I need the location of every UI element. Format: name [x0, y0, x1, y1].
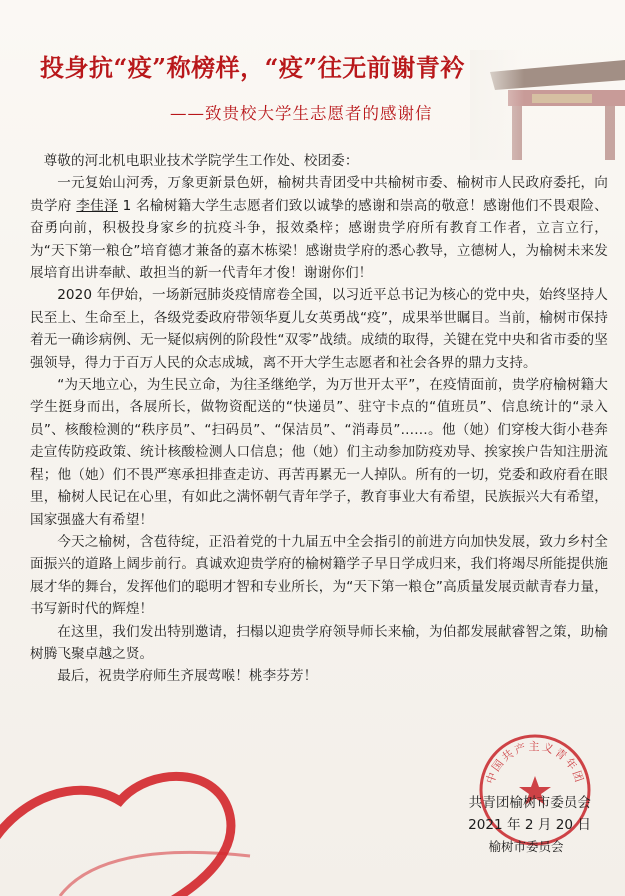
salutation: 尊敬的河北机电职业技术学院学生工作处、校团委： — [43, 153, 359, 169]
letter-body — [30, 150, 608, 688]
heart-decoration — [0, 706, 300, 896]
letter-title: 投身抗“疫”称榜样，“疫”往无前谢青衿 — [40, 53, 465, 82]
volunteer-name: 李佳泽 — [76, 197, 118, 214]
paragraph-1-text-b: 1 名榆树籍大学生志愿者们致以诚挚的感谢和崇高的敬意！感谢他们不畏艰险、奋勇向前，积极投身家乡的抗疫斗争，报效桑梓；感谢贵学府所有教育工作者，立言立行，为“天下第一粮仓”培育德才兼备的嘉木栋梁！感谢贵学府的悉心教导，立德树人，为榆树未来发展培育出讲奉献、敢担当的新一代青年才俊！谢谢你们！ — [30, 197, 608, 282]
signature-block — [431, 792, 591, 858]
letter-subtitle: ——致贵校大学生志愿者的感谢信 — [170, 104, 433, 123]
signature-org-1: 共青团榆树市委员会 — [468, 795, 591, 811]
paragraph-1-text-a: 一元复始山河秀，万象更新景色妍，榆树共青团受中共榆树市委、榆树市人民政府委托，向贵学府 — [30, 175, 608, 214]
seal-text: 中国共产主义青年团 — [483, 740, 587, 786]
paragraph-5: 在这里，我们发出特别邀请，扫榻以迎贵学府领导师长来榆，为伯都发展献睿智之策，助榆树腾飞聚卓越之贤。 — [30, 623, 608, 662]
signature-date: 2021 年 2 月 20 日 — [468, 817, 591, 833]
paragraph-2: 2020 年伊始，一场新冠肺炎疫情席卷全国，以习近平总书记为核心的党中央，始终坚持人民至上、生命至上，各级党委政府带领华夏儿女英勇战“疫”，成果举世瞩目。当前，榆树市保持着无一确诊病例、无一疑似病例的阶段性“双零”战绩。成绩的取得，关键在党中央和省市委的坚强领导，得力于百万人民的众志成城，离不开大学生志愿者和社会各界的鼎力支持。 — [30, 287, 608, 371]
paragraph-4: 今天之榆树，含苞待绽，正沿着党的十九届五中全会指引的前进方向加快发展，致力乡村全面振兴的道路上阔步前行。真诚欢迎贵学府的榆树籍学子早日学成归来，我们将竭尽所能提供施展才华的舞台，发挥他们的聪明才智和专业所长，为“天下第一粮仓”高质量发展贡献青春力量，书写新时代的辉煌！ — [30, 533, 608, 618]
signature-org-2: 榆树市委员会 — [488, 839, 564, 854]
paragraph-6: 最后，祝贵学府师生齐展莺喉！桃李芬芳！ — [57, 668, 318, 685]
paragraph-1 — [30, 172, 608, 284]
paragraph-3: “为天地立心，为生民立命，为往圣继绝学，为万世开太平”，在疫情面前，贵学府榆树籍大学生挺身而出，各展所长，做物资配送的“快递员”、驻守卡点的“值班员”、信息统计的“录入员”、核酸检测的“秩序员”、“扫码员”、“保洁员”、“消毒员”……。他（她）们穿梭大街小巷奔走宣传防疫政策、统计核酸检测人口信息；他（她）们主动参加防疫劝导、挨家挨户告知注册流程；他（她）们不畏严寒承担排查走访、再苦再累无一人掉队。所有的一切，党委和政府看在眼里，榆树人民记在心里，有如此之满怀朝气青年学子，教育事业大有希望，民族振兴大有希望，国家强盛大有希望！ — [30, 377, 608, 528]
